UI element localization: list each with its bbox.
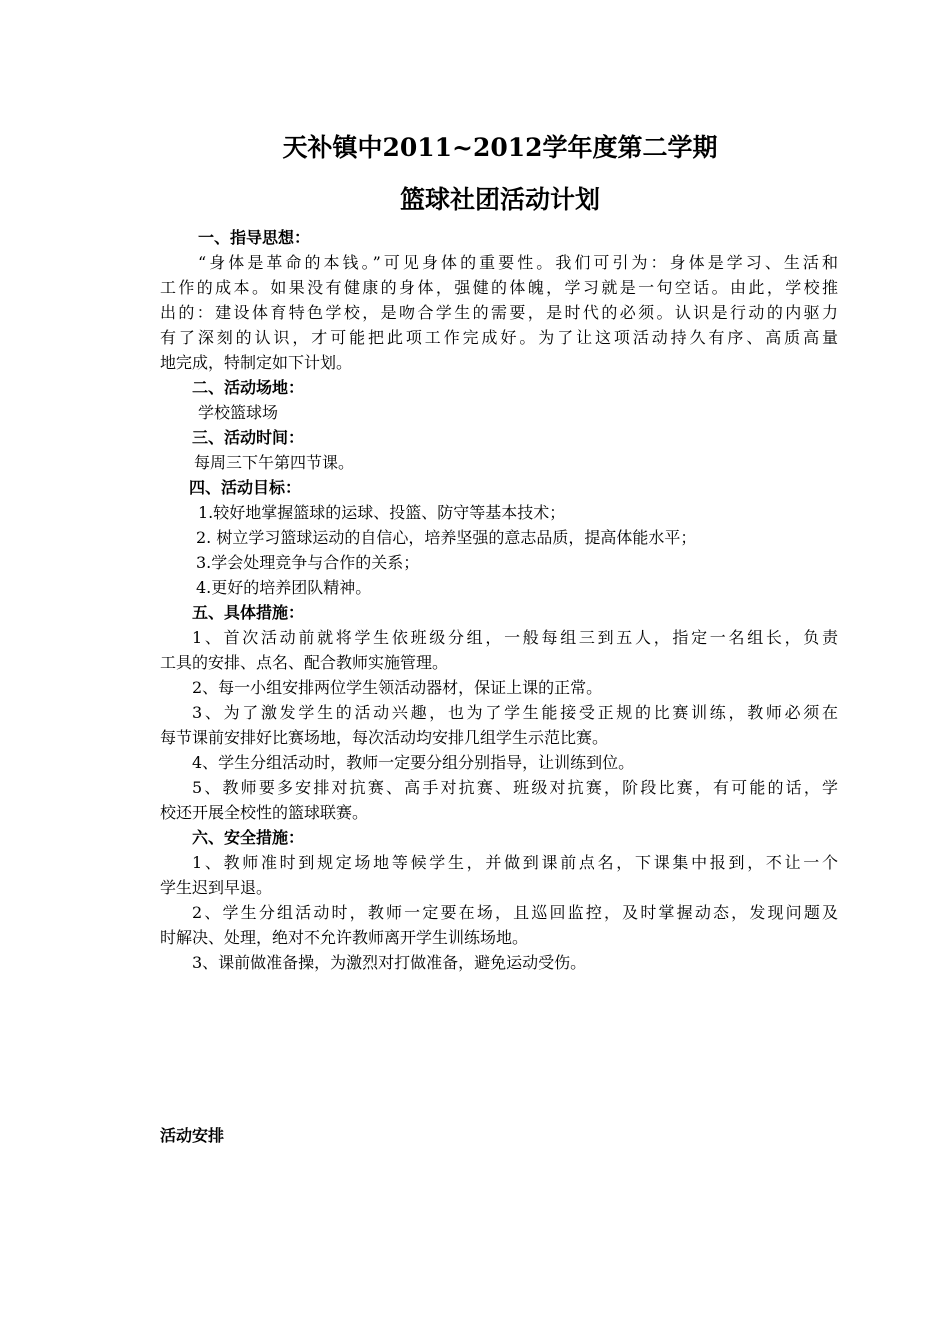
section-heading-measures: 五、具体措施：	[192, 603, 305, 622]
section-heading-time: 三、活动时间：	[192, 428, 305, 447]
document-title-line-1: 天补镇中2011~2012学年度第二学期	[282, 133, 718, 162]
paragraph-line: 地完成，特制定如下计划。	[160, 353, 353, 372]
activity-arrangement-heading: 活动安排	[160, 1126, 225, 1145]
section-heading-guiding-idea: 一、指导思想：	[198, 228, 311, 247]
paragraph-line: 有了深刻的认识，才可能把此项工作完成好。为了让这项活动持久有序、高质高量	[160, 328, 838, 347]
goal-item: 4.更好的培养团队精神。	[196, 578, 372, 597]
document-title-line-2: 篮球社团活动计划	[399, 185, 600, 214]
paragraph-line: “身体是革命的本钱。”可见身体的重要性。我们可引为：身体是学习、生活和	[198, 253, 838, 272]
goal-item: 1.较好地掌握篮球的运球、投篮、防守等基本技术；	[198, 503, 566, 522]
venue-text: 学校篮球场	[198, 403, 279, 422]
section-heading-safety: 六、安全措施：	[192, 828, 305, 847]
section-heading-venue: 二、活动场地：	[192, 378, 305, 397]
time-text: 每周三下午第四节课。	[194, 453, 355, 472]
paragraph-line: 工作的成本。如果没有健康的身体，强健的体魄，学习就是一句空话。由此，学校推	[160, 278, 838, 297]
paragraph-line: 1、教师准时到规定场地等候学生，并做到课前点名，下课集中报到，不让一个	[192, 853, 838, 872]
paragraph-line: 学生迟到早退。	[160, 878, 273, 897]
paragraph-line: 2、每一小组安排两位学生领活动器材，保证上课的正常。	[192, 678, 603, 697]
section-heading-goals: 四、活动目标：	[189, 478, 302, 497]
paragraph-line: 5、教师要多安排对抗赛、高手对抗赛、班级对抗赛，阶段比赛，有可能的话，学	[192, 778, 838, 797]
paragraph-line: 时解决、处理，绝对不允许教师离开学生训练场地。	[160, 928, 529, 947]
paragraph-line: 3、课前做准备操，为激烈对打做准备，避免运动受伤。	[192, 953, 587, 972]
paragraph-line: 工具的安排、点名、配合教师实施管理。	[160, 653, 449, 672]
goal-item: 2. 树立学习篮球运动的自信心，培养坚强的意志品质，提高体能水平；	[196, 528, 697, 547]
paragraph-line: 2、学生分组活动时，教师一定要在场，且巡回监控，及时掌握动态，发现问题及	[192, 903, 838, 922]
paragraph-line: 出的：建设体育特色学校，是吻合学生的需要，是时代的必须。认识是行动的内驱力	[160, 303, 838, 322]
paragraph-line: 3、为了激发学生的活动兴趣，也为了学生能接受正规的比赛训练，教师必须在	[192, 703, 838, 722]
paragraph-line: 每节课前安排好比赛场地，每次活动均安排几组学生示范比赛。	[160, 728, 609, 747]
paragraph-line: 1、首次活动前就将学生依班级分组，一般每组三到五人，指定一名组长，负责	[192, 628, 838, 647]
paragraph-line: 校还开展全校性的篮球联赛。	[160, 803, 369, 822]
paragraph-line: 4、学生分组活动时，教师一定要分组分别指导，让训练到位。	[192, 753, 635, 772]
goal-item: 3.学会处理竞争与合作的关系；	[196, 553, 420, 572]
